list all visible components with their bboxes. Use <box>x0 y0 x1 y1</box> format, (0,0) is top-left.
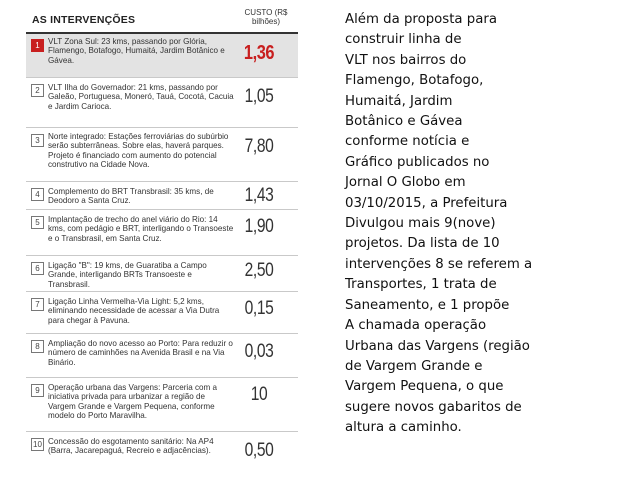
row-number-badge: 2 <box>31 84 44 97</box>
commentary-line: Urbana das Vargens (região <box>345 338 530 354</box>
row-description: Ampliação do novo acesso ao Porto: Para reduzir o número de caminhões na Avenida Brasil e na Via Binário. <box>48 339 233 367</box>
row-description: Complemento do BRT Transbrasil: 35 kms, de Deodoro a Santa Cruz. <box>48 187 214 206</box>
infographic-title: AS INTERVENÇÕES <box>32 14 136 26</box>
intervention-row-10 <box>26 432 298 472</box>
row-cost-value: 1,05 <box>244 86 274 107</box>
row-cost-value: 1,90 <box>244 216 274 237</box>
commentary-line: conforme notícia e <box>345 134 470 150</box>
row-description: VLT Ilha do Governador: 21 kms, passando por Galeão, Portuguesa, Moneró, Tauá, Cocotá, Cacuia e Jardim Carioca. <box>48 83 234 111</box>
row-number-badge: 5 <box>31 216 44 229</box>
intervention-row-5 <box>26 210 298 256</box>
row-number-badge: 8 <box>31 340 44 353</box>
row-cost-value: 7,80 <box>244 136 274 157</box>
intervention-row-9 <box>26 378 298 432</box>
commentary-line: Humaitá, Jardim <box>345 93 453 109</box>
row-description: Ligação Linha Vermelha-Via Light: 5,2 kms, eliminando necessidade de acessar a Via Dutra para chegar à Pavuna. <box>48 297 220 325</box>
commentary-line: construir linha de <box>345 32 462 48</box>
row-cost-value: 0,15 <box>244 298 274 319</box>
row-number-badge: 4 <box>31 188 44 201</box>
row-description: Ligação "B": 19 kms, de Guaratiba a Campo Grande, interligando BRTs Transoeste e Transbrasil. <box>48 261 207 289</box>
row-description: VLT Zona Sul: 23 kms, passando por Glória, Flamengo, Botafogo, Humaitá, Jardim Botânico e Gávea. <box>48 37 225 65</box>
cost-column-header: CUSTO (R$ bilhões) <box>244 8 288 26</box>
infographic-header <box>26 6 298 34</box>
commentary-line: Botânico e Gávea <box>345 114 463 130</box>
commentary-line: Saneamento, e 1 propõe <box>345 297 510 313</box>
row-description: Concessão do esgotamento sanitário: Na AP4 (Barra, Jacarepaguá, Recreio e adjacências). <box>48 437 214 456</box>
commentary-line: A chamada operação <box>345 318 487 334</box>
intervention-row-6 <box>26 256 298 292</box>
row-number-badge: 6 <box>31 262 44 275</box>
row-cost-value: 0,03 <box>244 341 274 362</box>
row-cost-value: 10 <box>250 384 268 405</box>
infographic-panel <box>26 6 298 472</box>
commentary-line: altura a caminho. <box>345 420 462 436</box>
commentary-line: Transportes, 1 trata de <box>345 277 497 293</box>
intervention-row-7 <box>26 292 298 334</box>
commentary-line: projetos. Da lista de 10 <box>345 236 500 252</box>
commentary-line: Jornal O Globo em <box>345 175 466 191</box>
intervention-row-1 <box>26 34 298 78</box>
commentary-line: sugere novos gabaritos de <box>345 399 522 415</box>
commentary-line: 03/10/2015, a Prefeitura <box>345 195 508 211</box>
commentary-text <box>345 10 635 439</box>
row-number-badge: 1 <box>31 39 44 52</box>
row-description: Implantação de trecho do anel viário do Rio: 14 kms, com pedágio e BRT, interligando o Transoeste e o Transbrasil, em Santa Cruz. <box>48 215 234 243</box>
row-description: Operação urbana das Vargens: Parceria com a iniciativa privada para urbanizar a região de Vargem Grande e Vargem Pequena, conforme modelo do Porto Maravilha. <box>48 383 218 421</box>
row-cost-value: 0,50 <box>244 440 274 461</box>
commentary-line: Divulgou mais 9(nove) <box>345 216 496 232</box>
commentary-line: de Vargem Grande e <box>345 358 483 374</box>
row-number-badge: 3 <box>31 134 44 147</box>
row-description: Norte integrado: Estações ferroviárias do subúrbio serão subterrâneas. Sobre elas, haverá parques. Projeto é financiado com aumento do potencial construtivo na Cidade Nova. <box>48 132 229 170</box>
commentary-line: Além da proposta para <box>345 12 498 27</box>
row-number-badge: 7 <box>31 298 44 311</box>
commentary-line: intervenções 8 se referem a <box>345 256 533 272</box>
commentary-line: Vargem Pequena, o que <box>345 379 504 395</box>
commentary-line: Gráfico publicados no <box>345 154 490 170</box>
row-cost-value: 1,43 <box>244 185 274 206</box>
commentary-line: VLT nos bairros do <box>345 52 467 68</box>
intervention-row-3 <box>26 128 298 182</box>
intervention-row-4 <box>26 182 298 210</box>
row-number-badge: 9 <box>31 384 44 397</box>
commentary-line: Flamengo, Botafogo, <box>345 73 484 89</box>
row-number-badge: 10 <box>31 438 44 451</box>
row-cost-value: 2,50 <box>244 260 274 281</box>
row-cost-value: 1,36 <box>243 42 275 64</box>
intervention-row-8 <box>26 334 298 378</box>
intervention-row-2 <box>26 78 298 128</box>
